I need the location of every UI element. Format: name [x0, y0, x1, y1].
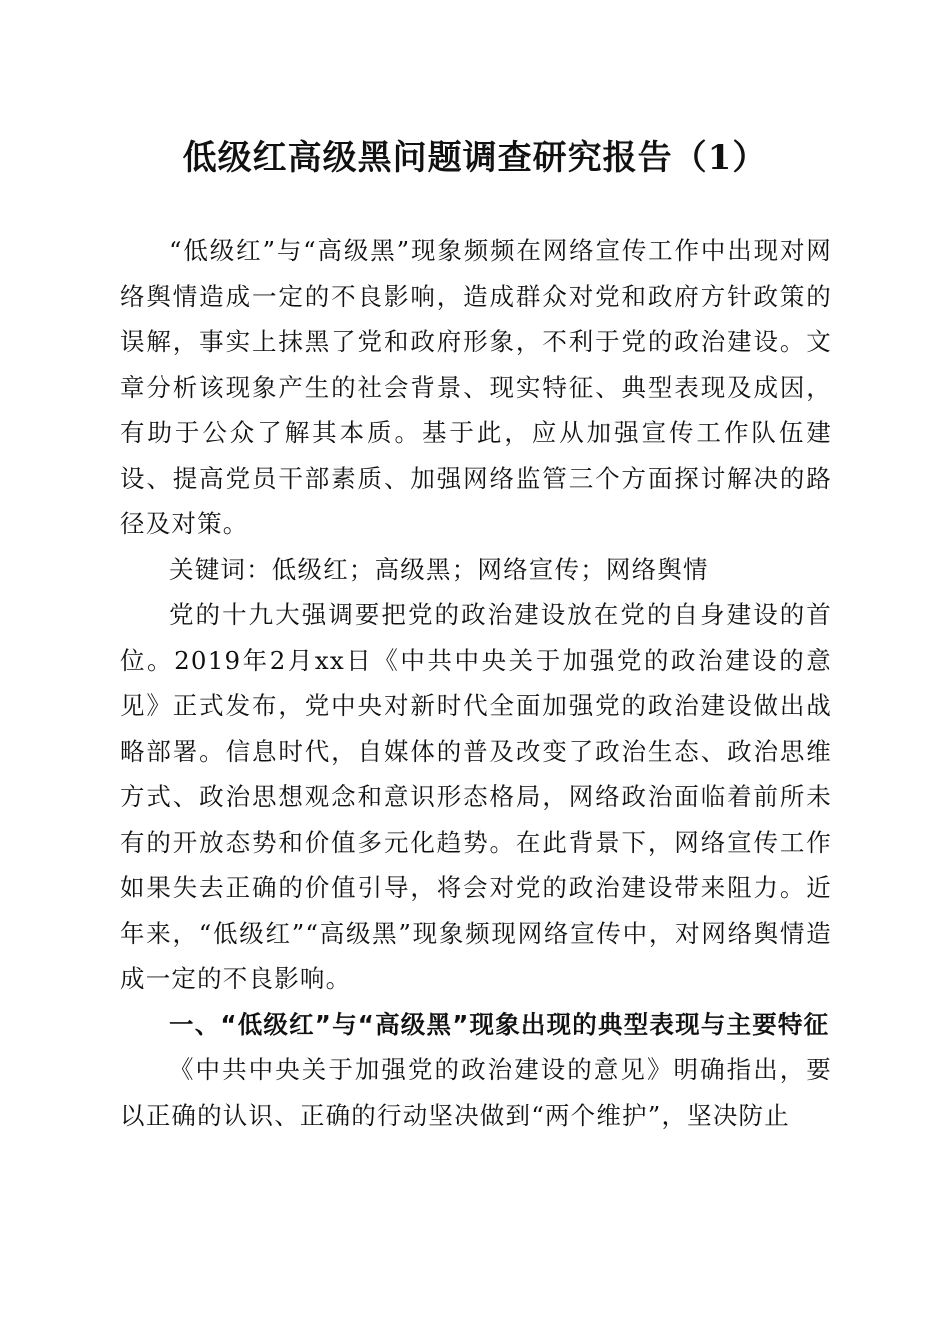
section-1-paragraph: 《中共中央关于加强党的政治建设的意见》明确指出，要以正确的认识、正确的行动坚决做到“两个维护”，坚决防止: [120, 1055, 832, 1130]
section-heading-1: 一、“低级红”与“高级黑”现象出现的典型表现与主要特征: [169, 1009, 830, 1039]
abstract-paragraph: “低级红”与“高级黑”现象频频在网络宣传工作中出现对网络舆情造成一定的不良影响，造成群众对党和政府方针政策的误解，事实上抹黑了党和政府形象，不利于党的政治建设。文章分析该现象产生的社会背景、现实特征、典型表现及成因，有助于公众了解其本质。基于此，应从加强宣传工作队伍建设、提高党员干部素质、加强网络监管三个方面探讨解决的路径及对策。: [120, 236, 832, 538]
intro-paragraph: 党的十九大强调要把党的政治建设放在党的自身建设的首位。2019年2月xx日《中共中央关于加强党的政治建设的意见》正式发布，党中央对新时代全面加强党的政治建设做出战略部署。信息时代，自媒体的普及改变了政治生态、政治思维方式、政治思想观念和意识形态格局，网络政治面临着前所未有的开放态势和价值多元化趋势。在此背景下，网络宣传工作如果失去正确的价值引导，将会对党的政治建设带来阻力。近年来，“低级红”“高级黑”现象频现网络宣传中，对网络舆情造成一定的不良影响。: [120, 600, 832, 993]
document-title: 低级红高级黑问题调查研究报告（1）: [182, 138, 768, 178]
keywords-paragraph: 关键词：低级红；高级黑；网络宣传；网络舆情: [169, 554, 709, 584]
document-body: [120, 228, 832, 1138]
